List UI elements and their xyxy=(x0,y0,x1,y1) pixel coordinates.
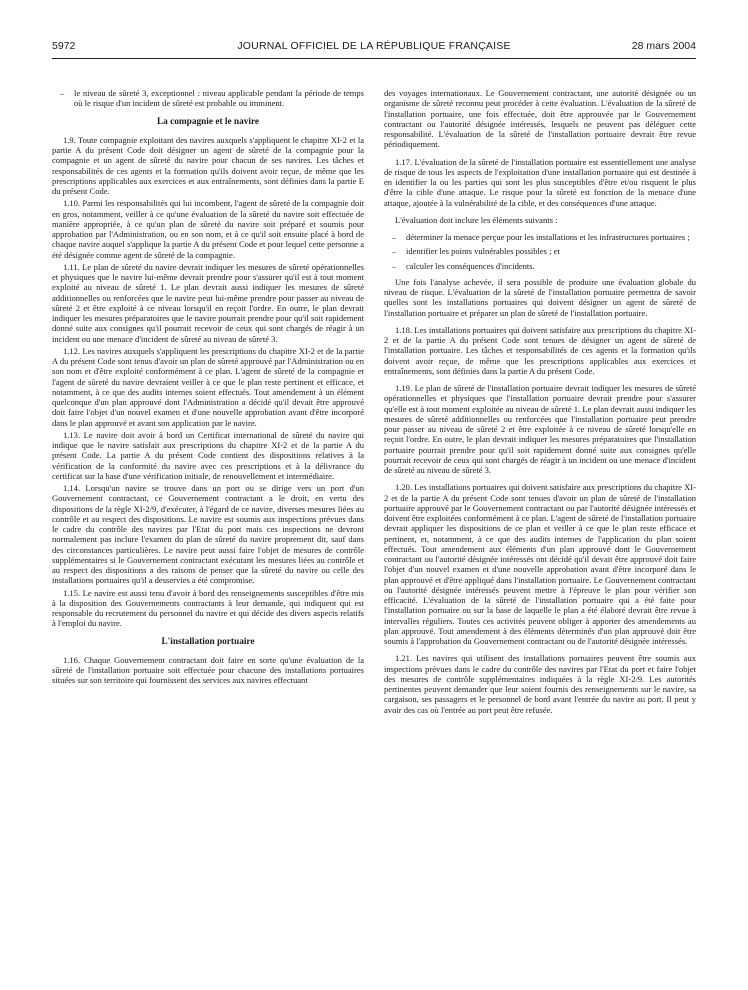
paragraph-1-11: 1.11. Le plan de sûreté du navire devrait indiquer les mesures de sûreté opérationnelles et physiques que le navire lui-même devrait prendre pour s'assurer qu'il est à tout moment exploité au niveau de sûreté 1. Le plan devrait aussi indiquer les mesures de sûreté additionnelles ou renforcées que le navire peut lui-même prendre pour passer au niveau de sûreté 2 et être exploité à ce niveau lorsqu'il en reçoit l'ordre. En outre, le plan devrait indiquer les mesures préparatoires que le navire pourrait prendre pour qu'il soit rapidement donné suite aux consignes qu'il pourrait recevoir de ceux qui sont chargés de réagir à un incident ou une menace d'incident de sûreté au niveau de sûreté 3. xyxy=(52,261,364,344)
list-item-text: calculer les conséquences d'incidents. xyxy=(406,260,535,271)
paragraph-1-16: 1.16. Chaque Gouvernement contractant doit faire en sorte qu'une évaluation de la sûreté de l'installation portuaire soit effectuée pour chacune des installations portuaires situées sur son territoire qui fournissent des services aux navires effectuant xyxy=(52,654,364,686)
right-column xyxy=(384,88,696,717)
section-heading-company: La compagnie et le navire xyxy=(156,116,260,127)
paragraph-1-17: 1.17. L'évaluation de la sûreté de l'installation portuaire est essentiellement une analyse de risque de tous les aspects de l'exploitation d'une installation portuaire qui est destinée à en identifier la ou les parties qui sont les plus susceptibles d'être et/ou risquent le plus d'être la cible d'une attaque. Le risque pour la sûreté est fonction de la menace d'une attaque, ajoutée à la vulnérabilité de la cible, et des conséquences d'une attaque. xyxy=(384,156,696,208)
list-item xyxy=(384,246,696,256)
paragraph-1-12: 1.12. Les navires auxquels s'appliquent les prescriptions du chapitre XI-2 et de la partie A du présent Code sont tenus d'avoir un plan de sûreté approuvé par l'Administration ou en son nom et d'être exploité conformément à ce plan. L'agent de sûreté de la compagnie et l'agent de sûreté du navire devraient veiller à ce que le plan reste pertinent et efficace, et notamment, à ce que des audits internes soient effectués. Tout amendement à un élément quelconque d'un plan approuvé dont l'Administration a décidé qu'il devait être approuvé doit faire l'objet d'un nouvel examen et d'une nouvelle approbation avant d'être incorporé dans le plan approuvé et avant son application par le navire. xyxy=(52,345,364,428)
paragraph-continued: des voyages internationaux. Le Gouvernement contractant, une autorité désignée ou un organisme de sûreté reconnu peut procéder à cette évaluation. L'évaluation de la sûreté de l'installation portuaire, une fois effectuée, doit être approuvée par le Gouvernement contractant ou l'autorité désignée intéressés, lesquels ne peuvent pas déléguer cette responsabilité. L'évaluation de la sûreté de l'installation portuaire devrait être revue périodiquement. xyxy=(384,88,696,150)
list-item-text: identifier les points vulnérables possibles ; et xyxy=(406,246,560,257)
journal-title: JOURNAL OFFICIEL DE LA RÉPUBLIQUE FRANÇAISE xyxy=(237,40,511,52)
page-header xyxy=(52,40,696,56)
bullet-dash: – xyxy=(392,232,397,242)
paragraph-1-21: 1.21. Les navires qui utilisent des installations portuaires peuvent être soumis aux inspections prévues dans le cadre du contrôle des navires par l'Etat du port et faire l'objet des mesures de contrôle supplémentaires indiquées à la règle XI-2/9. Les autorités pertinentes peuvent demander que leur soient fournis des renseignements sur le navire, sa cargaison, ses passagers et le personnel de bord avant l'entrée du navire au port. Il peut y avoir des cas où l'entrée au port peut être refusée. xyxy=(384,653,696,715)
list-item xyxy=(384,232,696,242)
bullet-dash: – xyxy=(392,260,397,271)
evaluation-list xyxy=(384,232,696,271)
bullet-dash: – xyxy=(392,246,397,257)
bullet-dash: – xyxy=(60,88,65,98)
page-number: 5972 xyxy=(52,40,76,52)
paragraph-1-9: 1.9. Toute compagnie exploitant des navires auxquels s'appliquent le chapitre XI-2 et la partie A du présent Code doit désigner un agent de sûreté de la compagnie pour la compagnie et un agent de sûreté du navire pour chacun de ses navires. Les tâches et responsabilités de ces agents et la formation qu'ils doivent avoir reçue, de même que les prescriptions applicables aux exercices et aux entraînements, sont définies dans la partie E du présent Code. xyxy=(52,134,364,196)
list-item-text: le niveau de sûreté 3, exceptionnel : niveau applicable pendant la période de temps où le risque d'un incident de sûreté est probable ou imminent. xyxy=(74,88,364,109)
list-item-text: déterminer la menace perçue pour les installations et les infrastructures portuaires ; xyxy=(406,232,690,242)
list-item xyxy=(52,88,364,109)
intro-list xyxy=(52,88,364,109)
header-rule xyxy=(52,58,696,59)
paragraph-1-20: 1.20. Les installations portuaires qui doivent satisfaire aux prescriptions du chapitre XI-2 et de la partie A du présent Code sont tenues d'avoir un plan de sûreté de l'installation portuaire approuvé par le Gouvernement contractant ou par l'autorité désignée intéressés et doivent être exploitées conformément à ce plan. L'agent de sûreté de l'installation portuaire devrait appliquer les dispositions de ce plan et veiller à ce que le plan reste efficace et pertinent, et, notamment, à ce que des audits internes de l'application du plan soient effectués. Tout amendement aux éléments d'un plan approuvé dont le Gouvernement contractant ou l'autorité désignée intéressés ont décidé qu'il devait être approuvé doit faire l'objet d'un nouvel examen et d'une nouvelle approbation avant d'être incorporé dans le plan approuvé et d'être appliqué dans l'installation portuaire. Le Gouvernement contractant ou l'autorité désignée intéressés peuvent mettre à l'épreuve le plan pour vérifier son efficacité. L'évaluation de la sûreté de l'installation portuaire qui a été faite pour l'installation portuaire ou sur la base de laquelle le plan a été élaboré devrait être revue à intervalles réguliers. Toutes ces activités peuvent obliger à apporter des amendements au plan approuvé. Tout amendement à des éléments déterminés d'un plan approuvé doit être soumis à l'approbation du Gouvernement contractant ou de l'autorité désignée intéressés. xyxy=(384,482,696,646)
paragraph-1-10: 1.10. Parmi les responsabilités qui lui incombent, l'agent de sûreté de la compagnie doit en gros, notamment, veiller à ce qu'une évaluation de la sûreté du navire soit effectuée de manière appropriée, à ce qu'un plan de sûreté du navire soit préparé et soumis pour approbation par l'Administration, ou en son nom, et à ce qu'il soit ensuite placé à bord de chaque navire auquel s'applique la partie A du présent Code et pour lequel cette personne a été désignée comme agent de sûreté de la compagnie. xyxy=(52,198,364,260)
list-item xyxy=(384,261,696,271)
paragraph-1-14: 1.14. Lorsqu'un navire se trouve dans un port ou se dirige vers un port d'un Gouvernement contractant, ce Gouvernement contractant a le droit, en vertu des dispositions de la règle XI-2/9, d'exécuter, à l'égard de ce navire, diverses mesures liées au contrôle et au respect des dispositions. Le navire est soumis aux inspections prévues dans le cadre du contrôle des navires par l'Etat du port mais ces inspections ne devront normalement pas inclure l'examen du plan de sûreté du navire proprement dit, sauf dans des circonstances particulières. Le navire peut aussi faire l'objet de mesures de contrôle supplémentaires si le Gouvernement contractant exécutant les mesures liées au contrôle et au respect des dispositions a des raisons de penser que la sûreté du navire ou celle des installations portuaires qu'il a desservies a été compromise. xyxy=(52,483,364,586)
paragraph-1-15: 1.15. Le navire est aussi tenu d'avoir à bord des renseignements susceptibles d'être mis à la disposition des Gouvernements contractants à leur demande, qui indiquent qui est responsable du recrutement du personnel du navire et qui décide des divers aspects relatifs à l'emploi du navire. xyxy=(52,587,364,629)
issue-date: 28 mars 2004 xyxy=(631,40,696,52)
section-heading-port: L'installation portuaire xyxy=(161,636,255,647)
paragraph-1-19: 1.19. Le plan de sûreté de l'installation portuaire devrait indiquer les mesures de sûreté opérationnelles et physiques que l'installation portuaire devrait prendre pour s'assurer qu'elle est à tout moment exploitée au niveau de sûreté 1. Le plan devrait aussi indiquer les mesures de sûreté additionnelles ou renforcées que l'installation portuaire peut prendre pour passer au niveau de sûreté 2 et être exploitée à ce niveau de sûreté lorsqu'elle en reçoit l'ordre. En outre, le plan devrait indiquer les mesures préparatoires que l'installation portuaire pourrait prendre pour qu'il soit rapidement donné suite aux consignes qu'elle pourrait recevoir de ceux qui sont chargés de réagir à un incident ou une menace d'incident de sûreté au niveau de sûreté 3. xyxy=(384,383,696,475)
evaluation-intro: L'évaluation doit inclure les éléments suivants : xyxy=(395,214,558,225)
left-column xyxy=(52,88,364,688)
paragraph-1-18: 1.18. Les installations portuaires qui doivent satisfaire aux prescriptions du chapitre XI-2 et de la partie A du présent Code sont tenues de désigner un agent de sûreté de l'installation portuaire. Les tâches et responsabilités de ces agents et la formation qu'ils doivent avoir reçue, de même que les prescriptions applicables aux exercices et entraînements, sont définies dans la partie A du présent Code. xyxy=(384,324,696,376)
paragraph-analysis: Une fois l'analyse achevée, il sera possible de produire une évaluation globale du niveau de risque. L'évaluation de la sûreté de l'installation portuaire permettra de savoir quelles sont les installations portuaires qui doivent désigner un agent de sûreté de l'installation portuaire et préparer un plan de sûreté de l'installation portuaire. xyxy=(384,276,696,318)
paragraph-1-13: 1.13. Le navire doit avoir à bord un Certificat international de sûreté du navire qui indique que le navire satisfait aux prescriptions du chapitre XI-2 et de la partie A du présent Code. La partie A du présent Code contient des dispositions relatives à la vérification de la conformité du navire avec ces prescriptions et à la délivrance du certificat sur la base d'une vérification initiale, de renouvellement et intermédiaire. xyxy=(52,429,364,481)
